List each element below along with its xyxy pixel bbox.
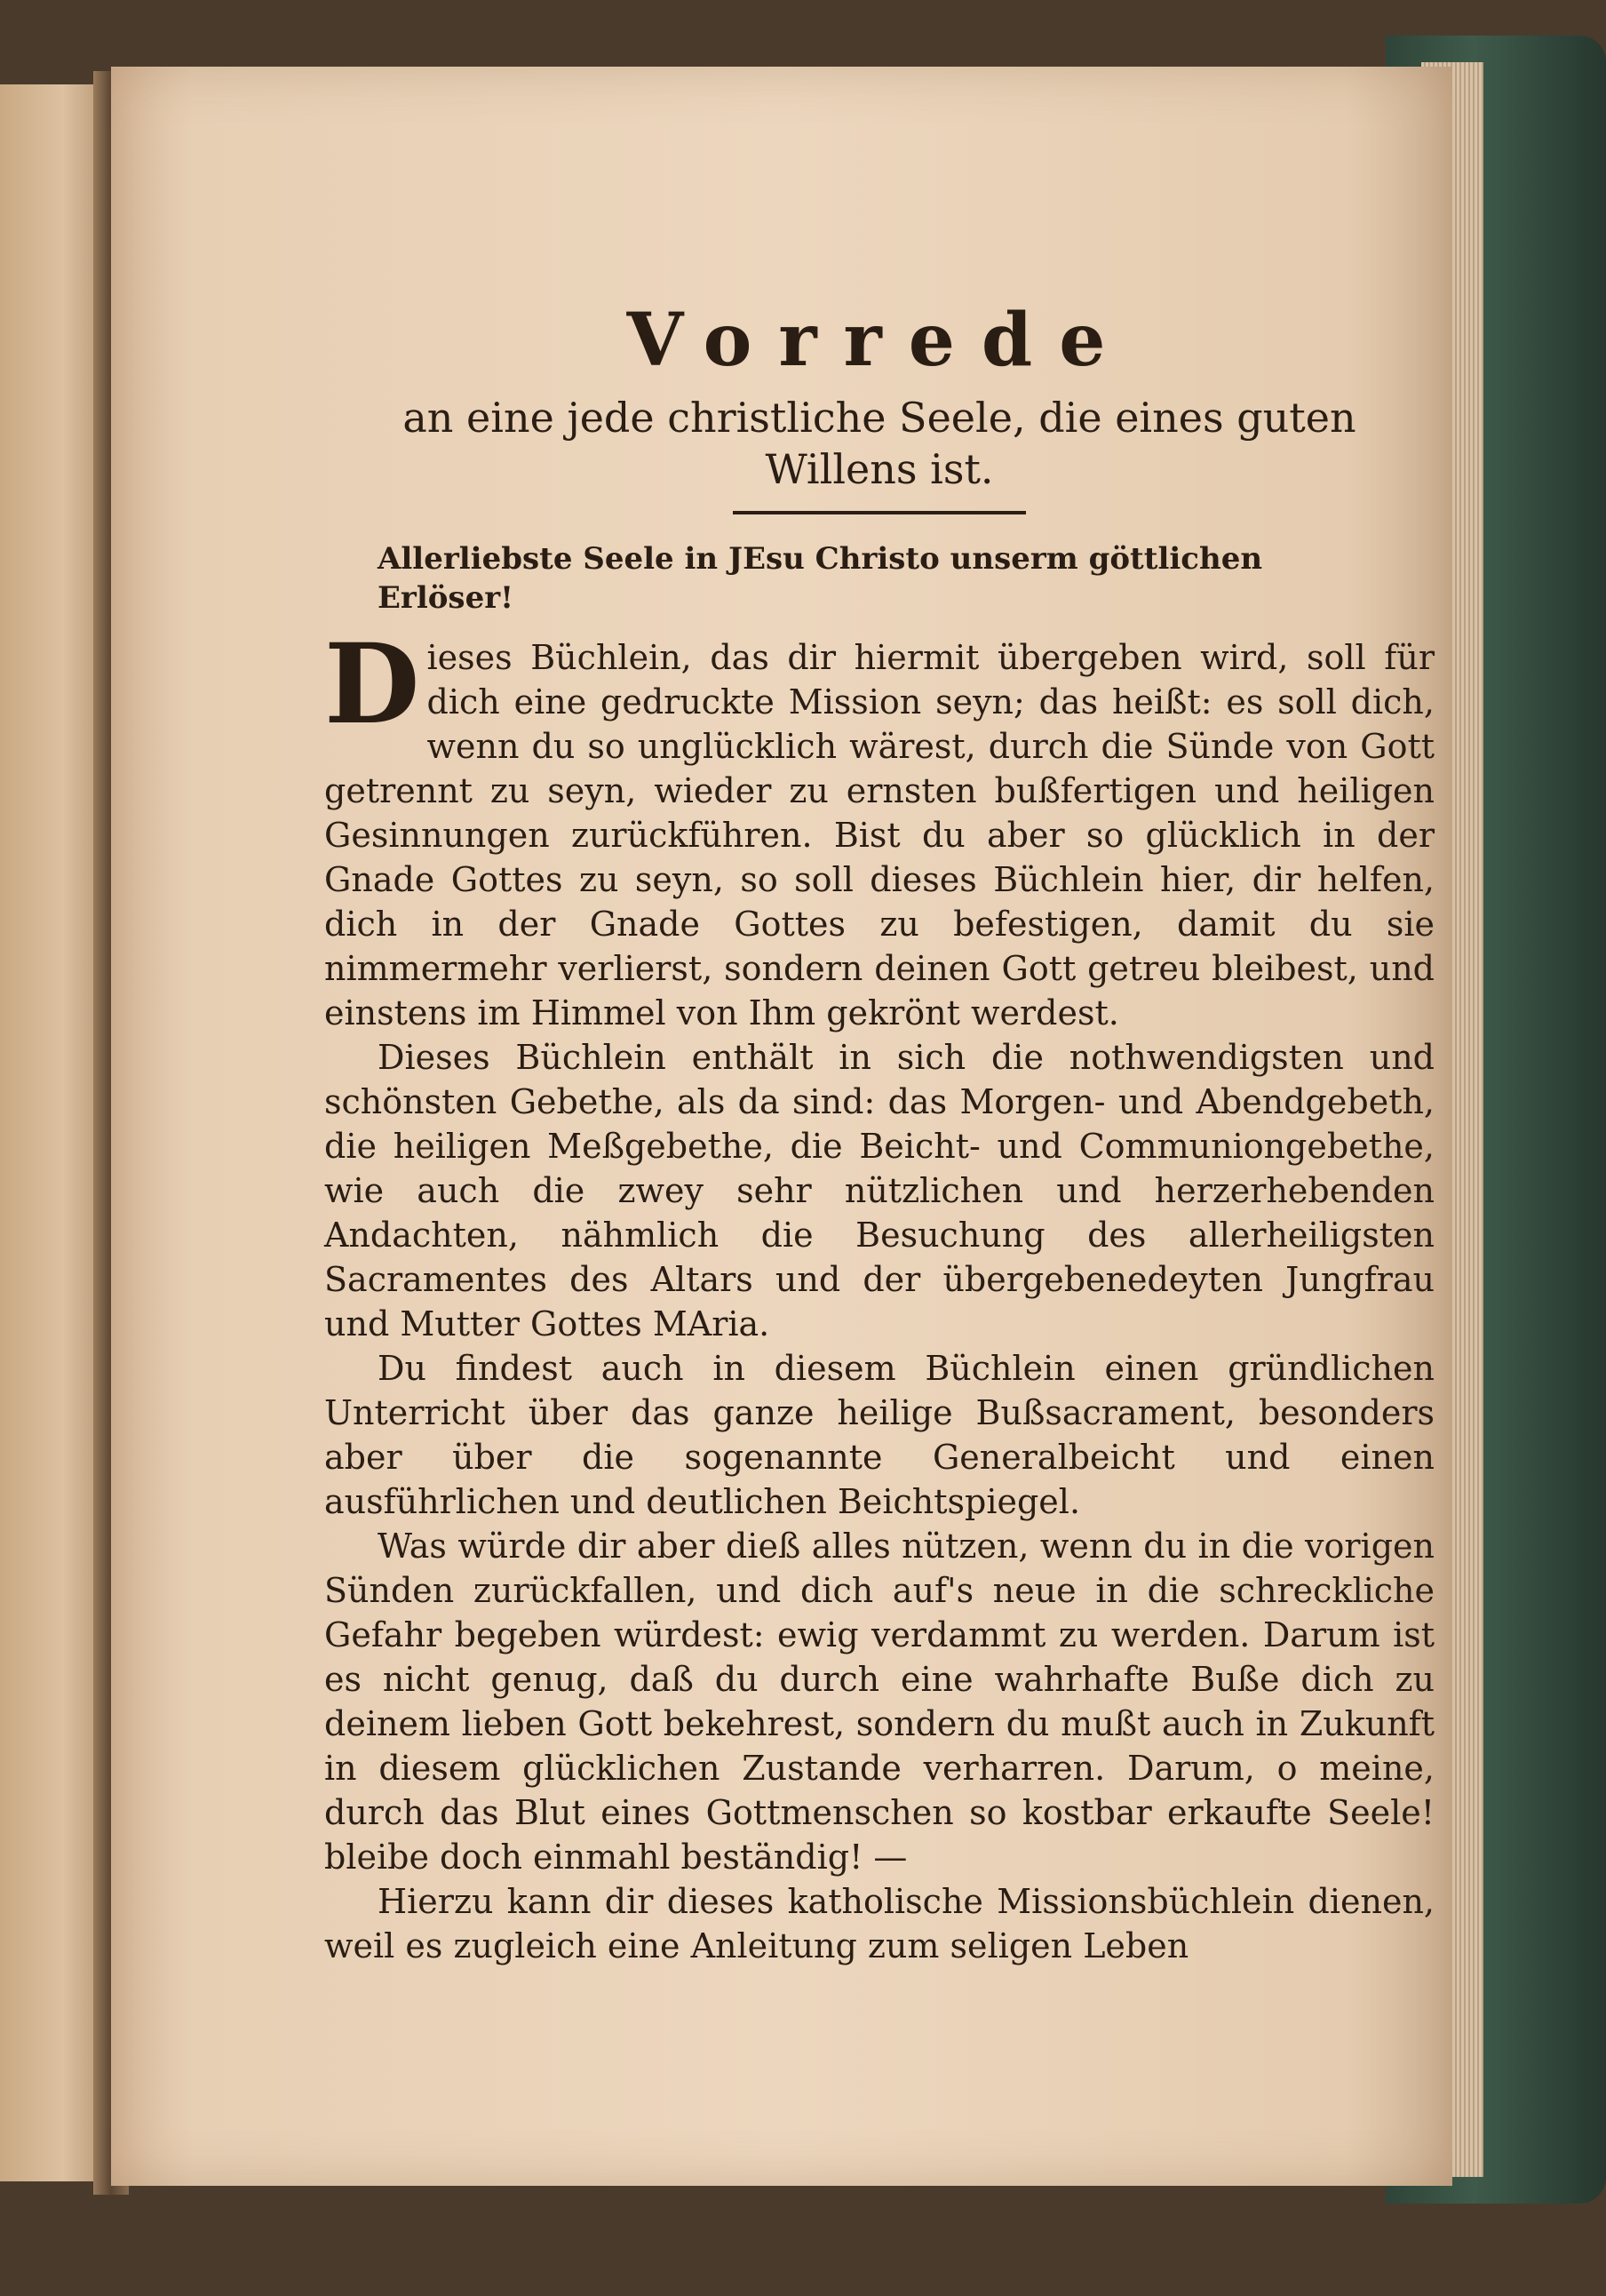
paragraph-1 <box>324 620 1435 1035</box>
paragraph-4: Was würde dir aber dieß alles nützen, wenn du in die vorigen Sünden zurückfallen, und dich auf's neue in die schreckliche Gefahr begeben würdest: ewig verdammt zu werden. Darum ist es nicht genug, daß du durch eine wahrhafte Buße dich zu deinem lieben Gott bekehrest, sondern du mußt auch in Zukunft in diesem glücklichen Zustande verharren. Darum, o meine, durch das Blut eines Gottmenschen so kostbar erkaufte Seele! bleibe doch einmahl beständig! — <box>324 1527 1435 1877</box>
paragraph-5: Hierzu kann dir dieses katholische Missionsbüchlein dienen, weil es zugleich eine Anleitung zum seligen Leben <box>324 1882 1435 1965</box>
drop-cap: D <box>324 620 420 749</box>
salutation: Allerliebste Seele in JEsu Christo unserm göttlichen Erlöser! <box>378 541 1263 616</box>
page-title: Vorrede <box>626 298 1133 383</box>
paragraph-3: Du findest auch in diesem Büchlein einen gründlichen Unterricht über das ganze heilige Bußsacrament, besonders aber über die sogenannte Generalbeicht und einen ausführlichen und deutlichen Beichtspiegel. <box>324 1349 1435 1521</box>
page-text <box>324 298 1435 1968</box>
left-page <box>0 84 105 2181</box>
page-subtitle: an eine jede christliche Seele, die eines guten Willens ist. <box>402 394 1356 493</box>
book-page <box>111 67 1452 2186</box>
paragraph-text: ieses Büchlein, das dir hiermit übergeben wird, soll für dich eine gedruckte Mission seyn; das heißt: es soll dich, wenn du so unglücklich wärest, durch die Sünde von Gott getrennt zu seyn, wieder zu ernsten bußfertigen und heiligen Gesinnungen zurückführen. Bist du aber so glücklich in der Gnade Gottes zu seyn, so soll dieses Büchlein hier, dir helfen, dich in der Gnade Gottes zu befestigen, damit du sie nimmermehr verlierst, sondern deinen Gott getreu bleibest, und einstens im Himmel von Ihm gekrönt werdest. <box>324 638 1435 1032</box>
paragraph-2: Dieses Büchlein enthält in sich die nothwendigsten und schönsten Gebethe, als da sind: das Morgen- und Abendgebeth, die heiligen Meßgebethe, die Beicht- und Communiongebethe, wie auch die zwey sehr nützlichen und herzerhebenden Andachten, nähmlich die Besuchung des allerheiligsten Sacramentes des Altars und der übergebenedeyten Jungfrau und Mutter Gottes MAria. <box>324 1038 1435 1343</box>
title-divider <box>733 511 1026 514</box>
